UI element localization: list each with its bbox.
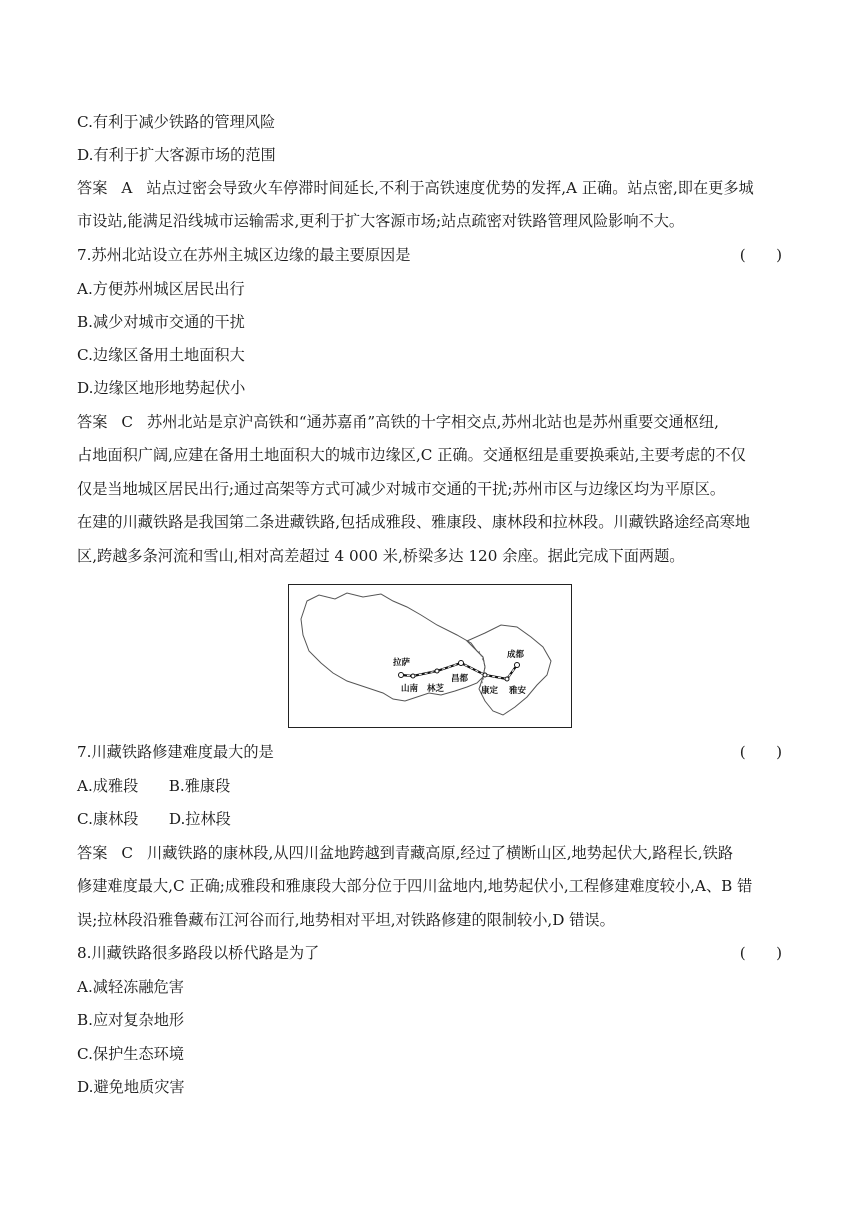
question-text: 7.川藏铁路修建难度最大的是 — [77, 743, 274, 761]
answer-line — [77, 412, 782, 432]
question-text: 8.川藏铁路很多路段以桥代路是为了 — [77, 944, 320, 962]
question-8 — [77, 943, 782, 963]
answer-continued: 市设站,能满足沿线城市运输需求,更利于扩大客源市场;站点疏密对铁路管理风险影响不大。 — [77, 212, 685, 230]
answer-bracket: ( ) — [739, 743, 782, 761]
tibet-region-outline — [301, 593, 485, 701]
sichuan-region-outline — [467, 625, 551, 715]
option-a: A.减轻冻融危害 — [77, 978, 184, 996]
answer-line — [77, 178, 782, 198]
answer-text: 站点过密会导致火车停滞时间延长,不利于高铁速度优势的发挥,A 正确。站点密,即在更多城 — [146, 179, 754, 197]
answer-text: 川藏铁路的康林段,从四川盆地跨越到青藏高原,经过了横断山区,地势起伏大,路程长,铁路 — [147, 844, 734, 862]
station-linzhi — [435, 669, 439, 673]
question-text: 7.苏州北站设立在苏州主城区边缘的最主要原因是 — [77, 246, 411, 264]
map-graphic — [289, 585, 573, 729]
station-shannan — [411, 674, 415, 678]
answer-continued: 占地面积广阔,应建在备用土地面积大的城市边缘区,C 正确。交通枢纽是重要换乘站,主要考虑的不仅 — [77, 446, 746, 464]
option-a: A.方便苏州城区居民出行 — [77, 280, 245, 298]
station-changdu — [459, 661, 464, 666]
answer-bracket: ( ) — [739, 246, 782, 264]
answer-label: 答案 — [77, 413, 108, 431]
answer-text: 苏州北站是京沪高铁和“通苏嘉甬”高铁的十字相交点,苏州北站也是苏州重要交通枢纽, — [147, 413, 719, 431]
option-c: C.边缘区备用土地面积大 — [77, 346, 245, 364]
option-d: D.避免地质灾害 — [77, 1078, 185, 1096]
option-c: C.有利于减少铁路的管理风险 — [77, 113, 276, 131]
passage-text: 在建的川藏铁路是我国第二条进藏铁路,包括成雅段、雅康段、康林段和拉林段。川藏铁路途经高寒地 — [77, 513, 751, 531]
label-lasa: 拉萨 — [393, 658, 411, 668]
answer-letter: A — [121, 179, 133, 197]
option-d: D.有利于扩大客源市场的范围 — [77, 146, 276, 164]
station-lasa — [399, 673, 404, 678]
label-kangding: 康定 — [481, 686, 499, 696]
station-kangding — [483, 673, 487, 677]
answer-letter: C — [121, 413, 133, 431]
answer-label: 答案 — [77, 179, 108, 197]
answer-bracket: ( ) — [739, 944, 782, 962]
option-d: D.边缘区地形地势起伏小 — [77, 379, 246, 397]
passage-text: 区,跨越多条河流和雪山,相对高差超过 4 000 米,桥梁多达 120 余座。据此完成下面两题。 — [77, 547, 685, 565]
answer-continued: 修建难度最大,C 正确;成雅段和雅康段大部分位于四川盆地内,地势起伏小,工程修建难度较小,A、B 错 — [77, 877, 753, 895]
label-chengdu: 成都 — [507, 650, 525, 660]
answer-continued: 仅是当地城区居民出行;通过高架等方式可减少对城市交通的干扰;苏州市区与边缘区均为平原区。 — [77, 480, 726, 498]
options-ab: A.成雅段 B.雅康段 — [77, 777, 231, 795]
label-shannan: 山南 — [401, 684, 419, 694]
answer-label: 答案 — [77, 844, 108, 862]
answer-line — [77, 843, 782, 863]
option-c: C.保护生态环境 — [77, 1045, 185, 1063]
label-linzhi: 林芝 — [427, 684, 445, 694]
question-7-suzhou — [77, 245, 782, 265]
answer-letter: C — [121, 844, 133, 862]
station-yaan — [505, 677, 509, 681]
question-7-railway — [77, 742, 782, 762]
options-cd: C.康林段 D.拉林段 — [77, 810, 231, 828]
label-changdu: 昌都 — [451, 674, 469, 684]
sichuan-tibet-railway-map — [288, 584, 572, 728]
option-b: B.应对复杂地形 — [77, 1011, 185, 1029]
label-yaan: 雅安 — [509, 686, 527, 696]
option-b: B.减少对城市交通的干扰 — [77, 313, 245, 331]
station-chengdu — [515, 663, 520, 668]
answer-continued: 误;拉林段沿雅鲁藏布江河谷而行,地势相对平坦,对铁路修建的限制较小,D 错误。 — [77, 911, 615, 929]
